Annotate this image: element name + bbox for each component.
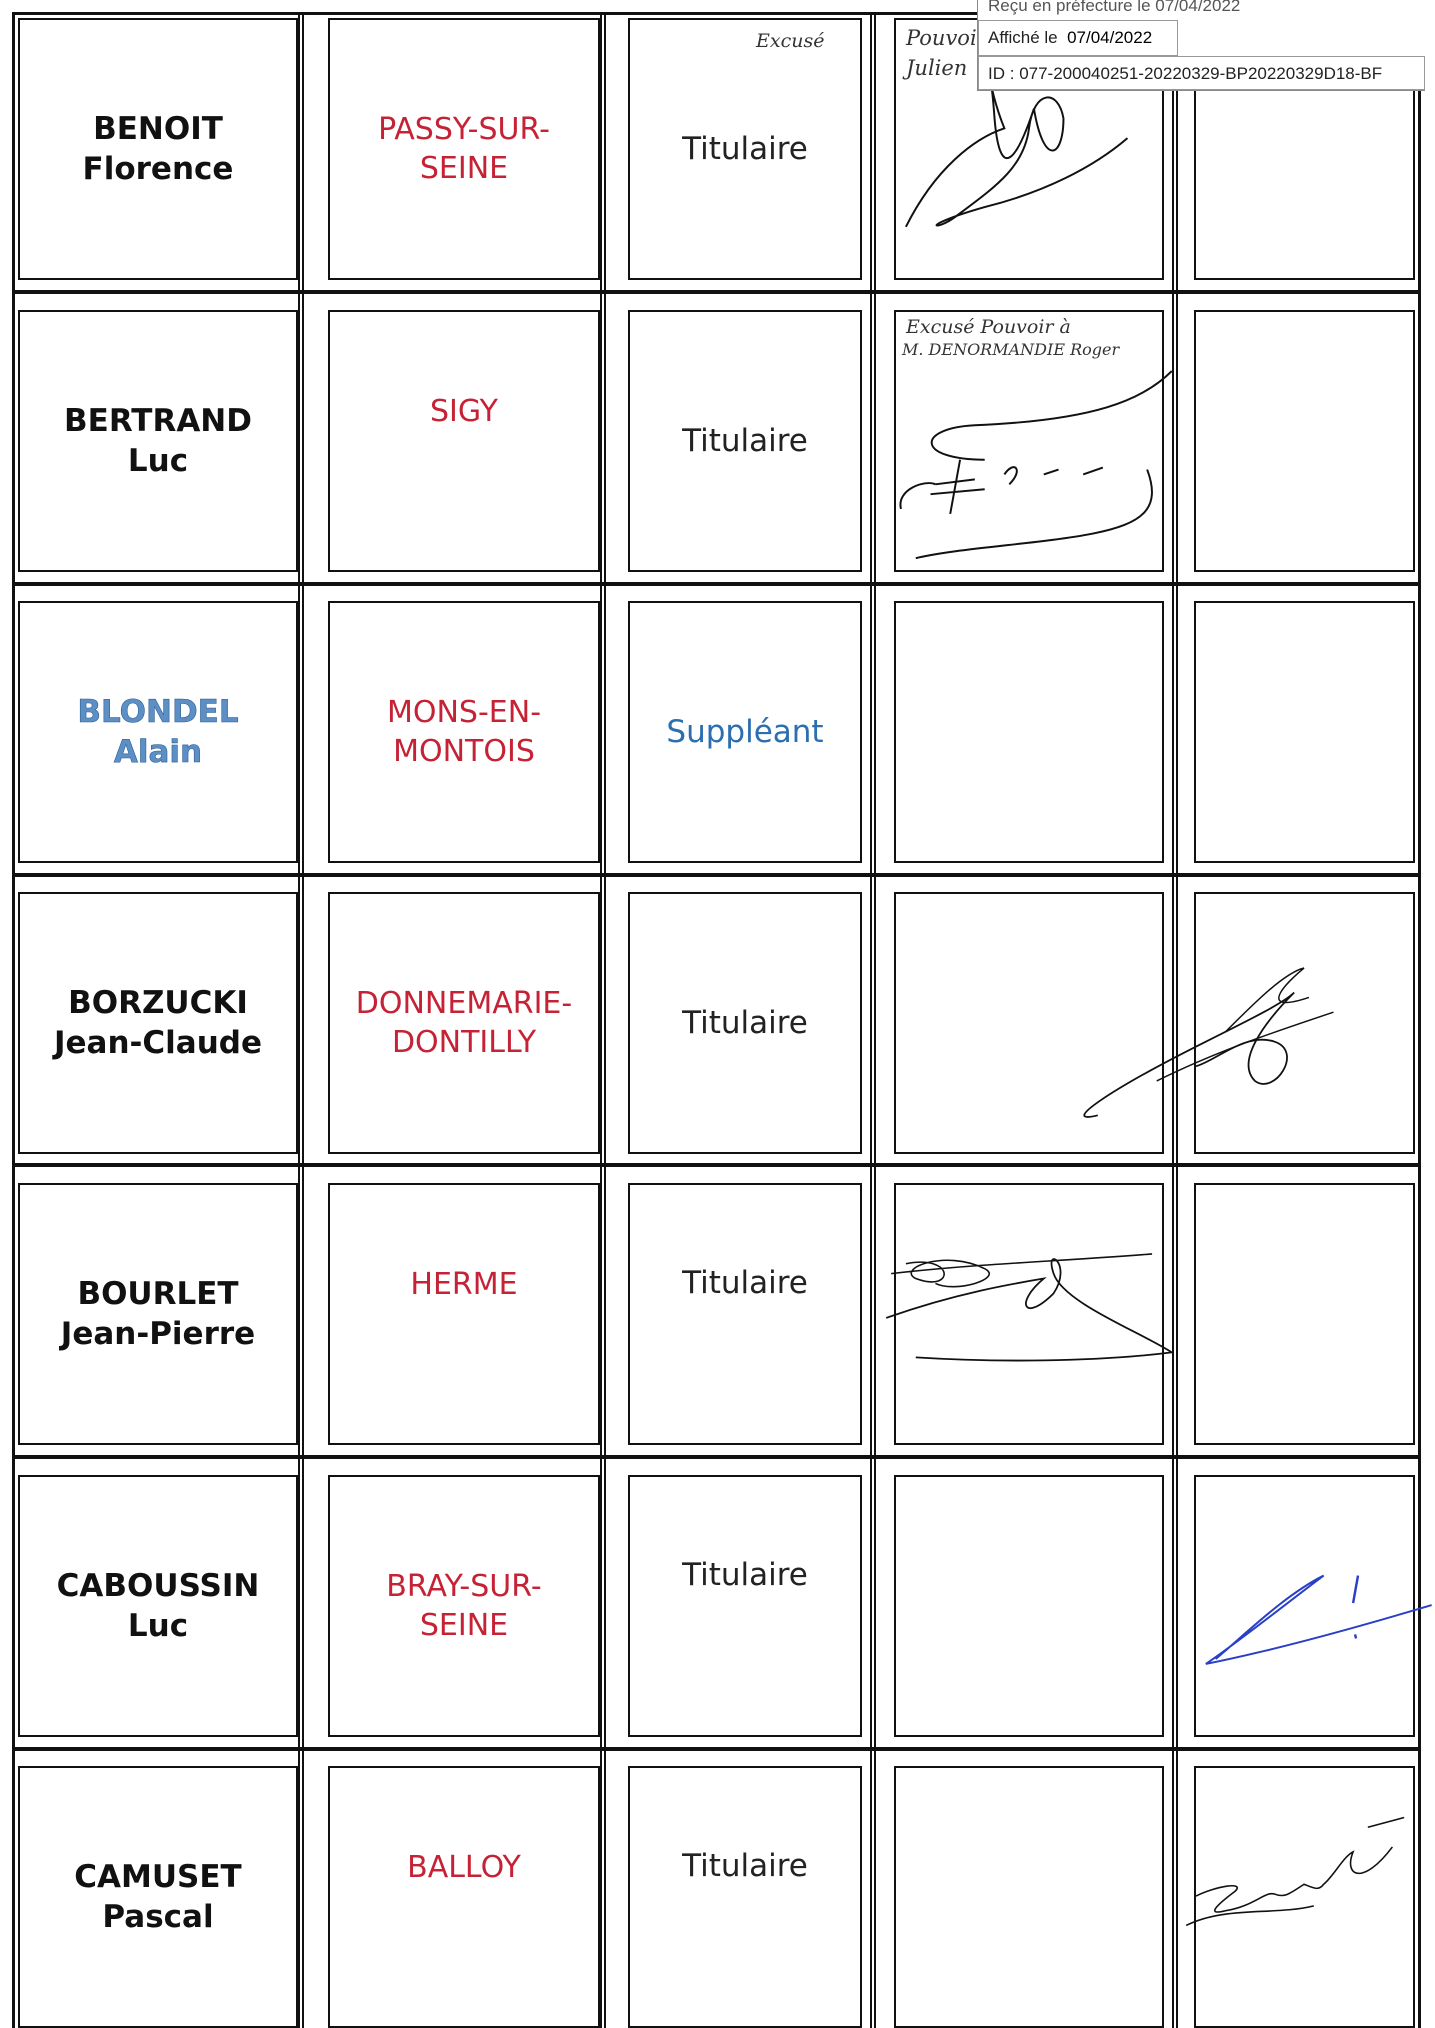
qualite-label: Titulaire xyxy=(682,423,808,459)
qualite-cell xyxy=(628,892,862,1154)
member-name-cell xyxy=(18,18,298,280)
signature-mark xyxy=(1196,1768,1413,2026)
signature-cell xyxy=(1194,310,1415,572)
signature-cell xyxy=(1194,892,1415,1154)
row-divider xyxy=(12,1747,1421,1751)
member-name-cell xyxy=(18,1766,298,2028)
prefecture-stamp xyxy=(977,0,1425,91)
row-divider xyxy=(12,582,1421,586)
id-label: ID : xyxy=(988,64,1015,83)
commune-name: BRAY-SUR- SEINE xyxy=(386,1569,542,1643)
row-divider xyxy=(12,290,1421,294)
qualite-cell xyxy=(628,601,862,863)
row-divider xyxy=(12,1455,1421,1459)
qualite-label: Titulaire xyxy=(682,1005,808,1041)
member-name-cell xyxy=(18,1183,298,1445)
row-divider xyxy=(12,1163,1421,1167)
signature-cell xyxy=(1194,601,1415,863)
signature-mark xyxy=(896,312,1162,570)
commune-name: DONNEMARIE- DONTILLY xyxy=(355,986,573,1060)
column-divider xyxy=(298,12,304,2028)
affiche-label: Affiché le xyxy=(988,28,1058,47)
commune-cell xyxy=(328,310,600,572)
commune-name: PASSY-SUR- SEINE xyxy=(378,112,550,186)
qualite-cell xyxy=(628,1475,862,1737)
qualite-cell xyxy=(628,18,862,280)
affiche-date: 07/04/2022 xyxy=(1067,28,1153,47)
signature-cell xyxy=(894,601,1164,863)
signature-mark xyxy=(1196,894,1413,1152)
member-name: BERTRAND Luc xyxy=(64,403,252,479)
member-name-cell xyxy=(18,310,298,572)
commune-name: BALLOY xyxy=(407,1850,521,1885)
qualite-label: Suppléant xyxy=(666,714,824,750)
qualite-label: Titulaire xyxy=(682,131,808,167)
commune-cell xyxy=(328,1766,600,2028)
column-divider xyxy=(870,12,876,2028)
commune-name: MONS-EN- MONTOIS xyxy=(386,695,542,769)
pouvoir-annotation: Pouvoi xyxy=(906,26,977,50)
pouvoir-annotation: M. DENORMANDIE Roger xyxy=(902,340,1120,359)
signature-cell xyxy=(1194,1766,1415,2028)
commune-cell xyxy=(328,18,600,280)
signature-cell xyxy=(894,892,1164,1154)
commune-name: HERME xyxy=(410,1267,518,1302)
recu-label: Reçu en préfecture le xyxy=(988,0,1151,15)
qualite-label: Titulaire xyxy=(682,1265,808,1301)
pouvoir-annotation: Julien xyxy=(906,56,968,80)
excuse-annotation: Excusé xyxy=(756,30,825,52)
column-divider xyxy=(1172,12,1178,2028)
commune-cell xyxy=(328,1183,600,1445)
member-name: BENOIT Florence xyxy=(82,111,234,187)
signature-mark xyxy=(1196,1477,1413,1735)
signature-cell xyxy=(1194,1183,1415,1445)
member-name: BORZUCKI Jean-Claude xyxy=(54,985,262,1061)
member-name: BLONDEL Alain xyxy=(77,694,239,770)
member-name-cell xyxy=(18,601,298,863)
commune-name: SIGY xyxy=(430,394,498,429)
qualite-cell xyxy=(628,310,862,572)
commune-cell xyxy=(328,892,600,1154)
member-name: CAMUSET Pascal xyxy=(74,1859,242,1935)
signature-cell xyxy=(894,1766,1164,2028)
row-divider xyxy=(12,873,1421,877)
member-name-cell xyxy=(18,892,298,1154)
column-divider xyxy=(600,12,606,2028)
recu-date: 07/04/2022 xyxy=(1155,0,1241,15)
commune-cell xyxy=(328,1475,600,1737)
excuse-annotation: Excusé Pouvoir à xyxy=(906,316,1071,338)
qualite-label: Titulaire xyxy=(682,1557,808,1593)
member-name: BOURLET Jean-Pierre xyxy=(60,1276,256,1352)
member-name-cell xyxy=(18,1475,298,1737)
qualite-cell xyxy=(628,1183,862,1445)
signature-cell xyxy=(894,1475,1164,1737)
qualite-cell xyxy=(628,1766,862,2028)
commune-cell xyxy=(328,601,600,863)
signature-cell xyxy=(1194,1475,1415,1737)
signature-cell xyxy=(894,310,1164,572)
signature-cell xyxy=(894,1183,1164,1445)
signature-mark xyxy=(896,1185,1162,1443)
qualite-label: Titulaire xyxy=(682,1848,808,1884)
id-value: 077-200040251-20220329-BP20220329D18-BF xyxy=(1019,64,1383,83)
member-name: CABOUSSIN Luc xyxy=(56,1568,260,1644)
